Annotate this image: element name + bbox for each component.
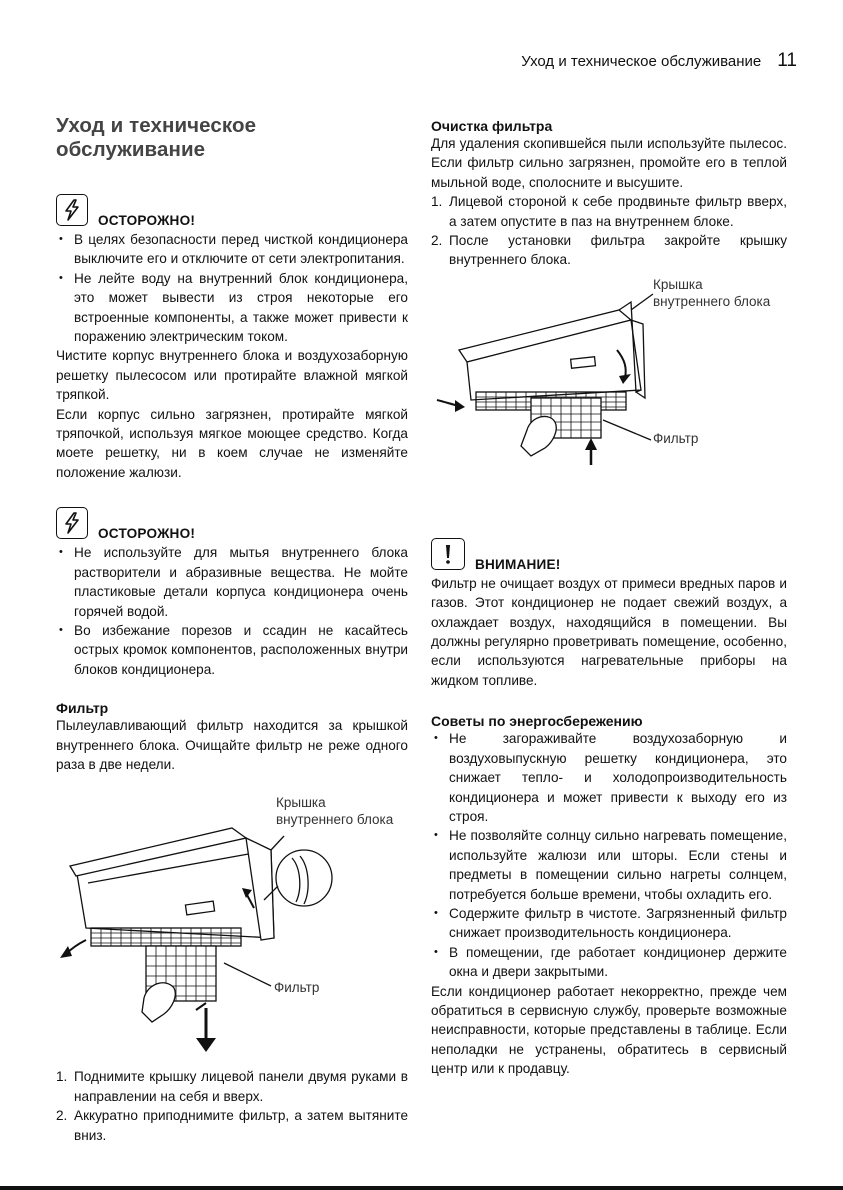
running-header (521, 50, 797, 72)
section-title: Уход и техническое обслуживание (56, 114, 257, 161)
list-item: 2. Аккуратно приподнимите фильтр, а затем вытяните вниз. (56, 1108, 408, 1143)
left-column (56, 108, 408, 1145)
figure-label-filter: Фильтр (653, 430, 699, 446)
paragraph: Для удаления скопившейся пыли используйте пылесос. Если фильтр сильно загрязнен, промойте его в теплой мыльной воде, сполосните и высушите. (431, 136, 787, 190)
paragraph: Если корпус сильно загрязнен, протирайте мягкой тряпочкой, используя мягкое моющее средство. Когда моете решетку, ни в коем случае не изменяйте положение жалюзи. (56, 406, 408, 480)
warning-block-1 (56, 194, 408, 226)
paragraph: Фильтр не очищает воздух от примеси вредных паров и газов. Этот кондиционер не подает свежий воздух, а охлаждает воздух, находящийся в помещении. Вы должны регулярно проветривать помещение, особенно, если используются нагревательные приборы на жидком топливе. (431, 575, 787, 688)
warning-label: ОСТОРОЖНО! (98, 213, 196, 228)
lightning-warning-icon (56, 507, 88, 539)
list-item: • В помещении, где работает кондиционер держите окна и двери закрытыми. (431, 943, 787, 982)
figure-label-cover: Крышка внутреннего блока (653, 276, 771, 309)
paragraph: Пылеулавливающий фильтр находится за крышкой внутреннего блока. Очищайте фильтр не реже одного раза в две недели. (56, 718, 408, 772)
list-item: • Содержите фильтр в чистоте. Загрязненный фильтр снижает производительность кондиционера. (431, 904, 787, 943)
warning-block-2 (56, 507, 408, 542)
attention-label: ВНИМАНИЕ! (475, 556, 561, 572)
figure-label-filter: Фильтр (274, 980, 320, 996)
bottom-rule (0, 1186, 843, 1190)
tips-list (431, 729, 787, 981)
list-item: • В целях безопасности перед чисткой кондиционера выключите его и отключите от сети электропитания. (56, 230, 408, 269)
list-item: • Не используйте для мытья внутреннего блока растворители и абразивные вещества. Не мойте пластиковые детали корпуса кондиционера очень горячей водой. (56, 543, 408, 621)
list-item: • Не лейте воду на внутренний блок кондиционера, это может вывести из строя некоторые его встроенные компоненты, а также может привести к поражению электрическим током. (56, 269, 408, 347)
lightning-warning-icon (56, 194, 88, 226)
warning-list-1 (56, 230, 408, 346)
list-item: • Не загораживайте воздухозаборную и воздуховыпускную решетку кондиционера, это снижает тепло- и холодопроизводительность кондиционера и может привести к выходу его из строя. (431, 729, 787, 826)
list-item: • Во избежание порезов и ссадин не касайтесь острых кромок компонентов, расположенных внутри блоков кондиционера. (56, 621, 408, 679)
warning-list-2 (56, 543, 408, 679)
steps-list-right (431, 192, 787, 270)
exclamation-attention-icon (431, 538, 465, 570)
page-number: 11 (777, 50, 797, 71)
list-item: 1. Поднимите крышку лицевой панели двумя руками в направлении на себя и вверх. (56, 1069, 408, 1104)
list-item: 2. После установки фильтра закройте крышку внутреннего блока. (431, 233, 787, 268)
paragraph: Если кондиционер работает некорректно, прежде чем обратиться в сервисную службу, проверьте возможные неисправности, которые представлены в таблице. Если неполадки не устранены, обратитесь в сервисный центр или к продавцу. (431, 983, 787, 1077)
list-item: 1. Лицевой стороной к себе продвиньте фильтр вверх, а затем опустите в паз на внутреннем блоке. (431, 194, 787, 229)
figure-label-cover: Крышка внутреннего блока (276, 795, 394, 828)
figure-filter-insert (431, 276, 787, 470)
right-column (431, 118, 787, 1079)
warning-label: ОСТОРОЖНО! (98, 526, 196, 542)
list-item: • Не позволяйте солнцу сильно нагревать помещение, используйте жалюзи или шторы. Если стены и предметы в помещении сильно нагреты солнцем, потребуется больше времени, чтобы охладить его. (431, 826, 787, 904)
tips-heading: Советы по энергосбережению (431, 713, 643, 730)
figure-open-cover (56, 795, 408, 1053)
filter-heading: Фильтр (56, 700, 109, 717)
ac-unit-illustration (56, 798, 408, 1053)
cleaning-heading: Очистка фильтра (431, 118, 553, 134)
attention-block (431, 538, 787, 570)
paragraph: Чистите корпус внутреннего блока и воздухозаборную решетку пылесосом или протирайте влажной мягкой тряпкой. (56, 348, 408, 403)
steps-list-left (56, 1067, 408, 1145)
running-header-title: Уход и техническое обслуживание (521, 53, 762, 70)
